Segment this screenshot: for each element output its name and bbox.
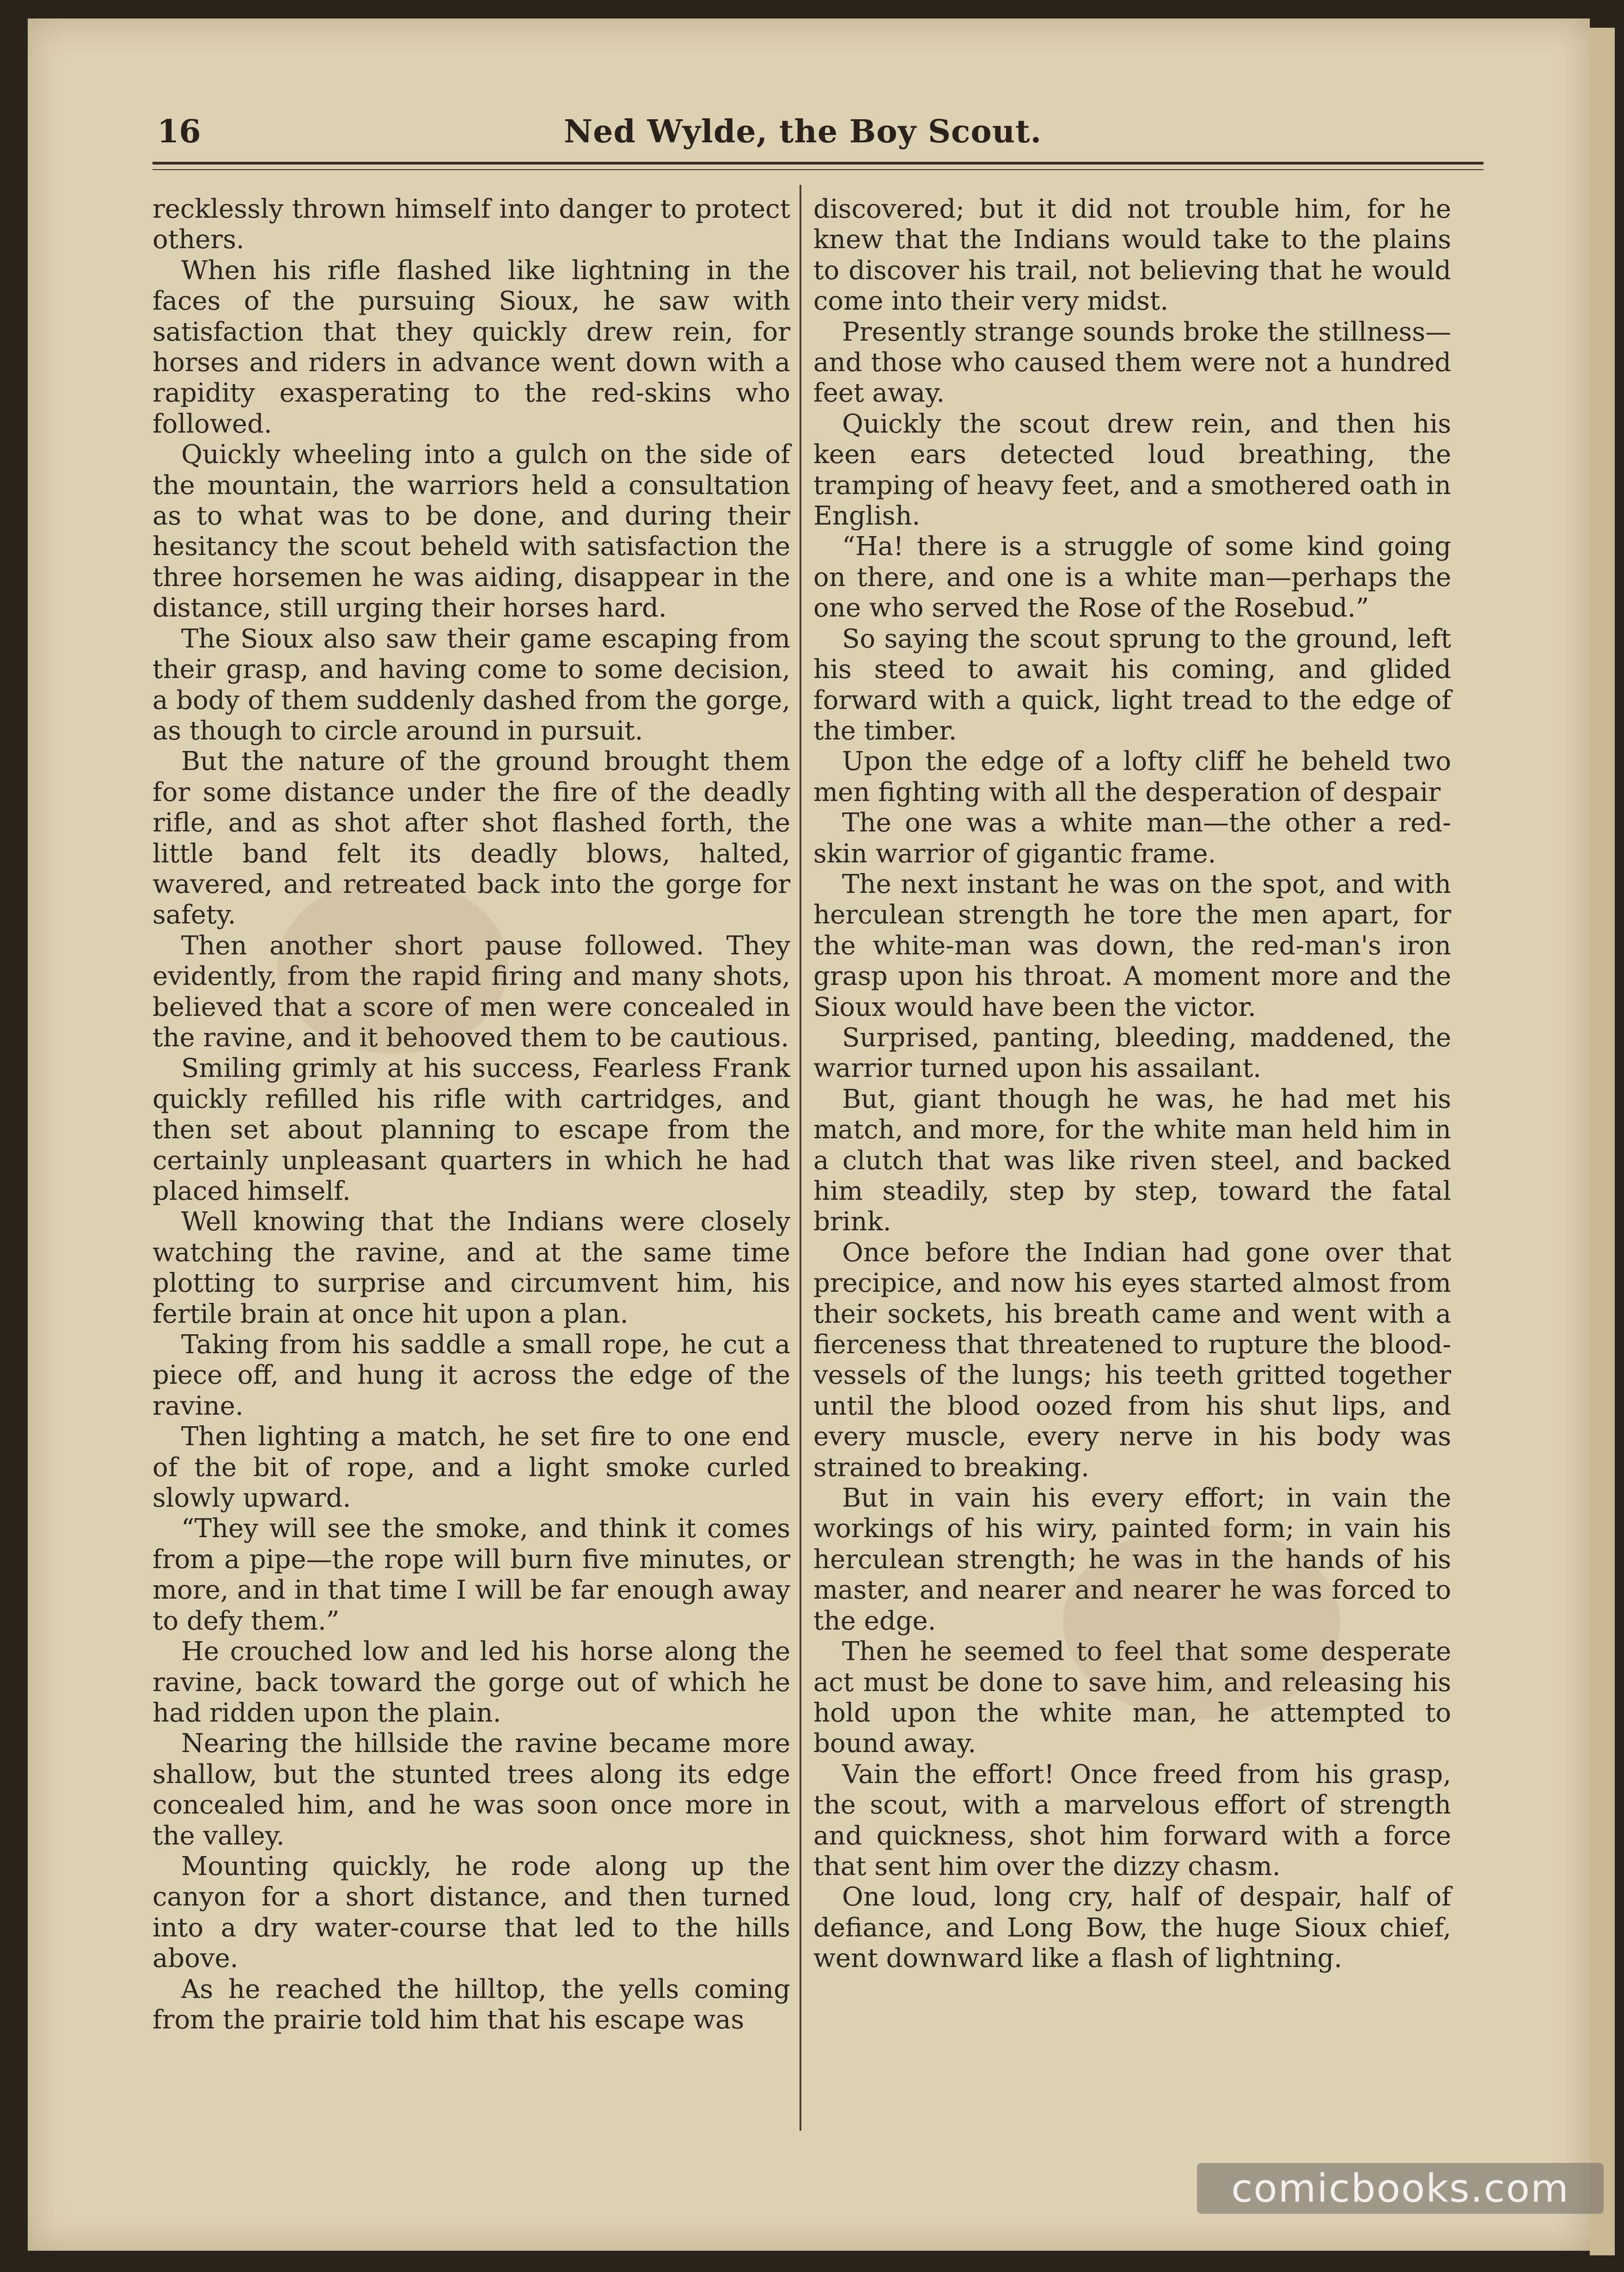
- paragraph: Nearing the hillside the ravine became more shallow, but the stunted trees along its edge concealed him, and he was soon once more in the valley.: [153, 1728, 790, 1851]
- paragraph: Then he seemed to feel that some desperate act must be done to save him, and releasing his hold upon the white man, he attempted to bound away.: [813, 1637, 1451, 1759]
- paragraph: But in vain his every effort; in vain the workings of his wiry, painted form; in vain his herculean strength; he was in the hands of his master, and nearer and nearer he was forced to the edge.: [813, 1483, 1451, 1636]
- paragraph: Vain the effort! Once freed from his grasp, the scout, with a marvelous effort of strength and quickness, shot him forward with a force that sent him over the dizzy chasm.: [813, 1759, 1451, 1881]
- page-header: [125, 113, 1456, 169]
- paragraph: “They will see the smoke, and think it comes from a pipe—the rope will burn five minutes, or more, and in that time I will be far enough away to defy them.”: [153, 1514, 790, 1636]
- paragraph: The next instant he was on the spot, and with herculean strength he tore the men apart, for the white-man was down, the red-man's iron grasp upon his throat. A moment more and the Sioux would have been the victor.: [813, 869, 1451, 1022]
- paragraph: Well knowing that the Indians were closely watching the ravine, and at the same time plotting to surprise and circumvent him, his fertile brain at once hit upon a plan.: [153, 1207, 790, 1329]
- paragraph: Presently strange sounds broke the stillness—and those who caused them were not a hundred feet away.: [813, 317, 1451, 409]
- paragraph: The Sioux also saw their game escaping from their grasp, and having come to some decision, a body of them suddenly dashed from the gorge, as though to circle around in pursuit.: [153, 623, 790, 746]
- paragraph: discovered; but it did not trouble him, for he knew that the Indians would take to the plains to discover his trail, not believing that he would come into their very midst.: [813, 194, 1451, 317]
- paragraph: Taking from his saddle a small rope, he cut a piece off, and hung it across the edge of the ravine.: [153, 1330, 790, 1421]
- right-column: [813, 194, 1451, 1974]
- paragraph: So saying the scout sprung to the ground, left his steed to await his coming, and glided forward with a quick, light tread to the edge of the timber.: [813, 623, 1451, 746]
- column-divider: [800, 185, 801, 2131]
- paragraph: Mounting quickly, he rode along up the canyon for a short distance, and then turned into a dry water-course that led to the hills above.: [153, 1851, 790, 1974]
- paragraph: But the nature of the ground brought them for some distance under the fire of the deadly rifle, and as shot after shot flashed forth, the little band felt its deadly blows, halted, wavered, and retreated back into the gorge for safety.: [153, 746, 790, 930]
- paragraph: Surprised, panting, bleeding, maddened, the warrior turned upon his assailant.: [813, 1022, 1451, 1084]
- running-title: Ned Wylde, the Boy Scout.: [564, 113, 1042, 150]
- paragraph: Upon the edge of a lofty cliff he beheld two men fighting with all the desperation of despair: [813, 746, 1451, 807]
- page-number: 16: [157, 113, 201, 150]
- paragraph: One loud, long cry, half of despair, half of defiance, and Long Bow, the huge Sioux chief, went downward like a flash of lightning.: [813, 1882, 1451, 1974]
- paragraph: Quickly wheeling into a gulch on the side of the mountain, the warriors held a consultation as to what was to be done, and during their hesitancy the scout beheld with satisfaction the three horsemen he was aiding, disappear in the distance, still urging their horses hard.: [153, 440, 790, 623]
- paragraph: He crouched low and led his horse along the ravine, back toward the gorge out of which he had ridden upon the plain.: [153, 1637, 790, 1728]
- paragraph: Smiling grimly at his success, Fearless Frank quickly refilled his rifle with cartridges, and then set about planning to escape from the certainly unpleasant quarters in which he had placed himself.: [153, 1053, 790, 1206]
- paragraph: recklessly thrown himself into danger to protect others.: [153, 194, 790, 255]
- watermark: comicbooks.com: [1197, 2163, 1604, 2214]
- paragraph: When his rifle flashed like lightning in the faces of the pursuing Sioux, he saw with satisfaction that they quickly drew rein, for horses and riders in advance went down with a rapidity exasperating to the red-skins who followed.: [153, 255, 790, 439]
- page-edge: [1590, 28, 1615, 2255]
- paragraph: Then another short pause followed. They evidently, from the rapid firing and many shots, believed that a score of men were concealed in the ravine, and it behooved them to be cautious.: [153, 930, 790, 1053]
- paragraph: The one was a white man—the other a red-skin warrior of gigantic frame.: [813, 808, 1451, 869]
- paragraph: Once before the Indian had gone over that precipice, and now his eyes started almost from their sockets, his breath came and went with a fierceness that threatened to rupture the blood-vessels of the lungs; his teeth gritted together until the blood oozed from his shut lips, and every muscle, every nerve in his body was strained to breaking.: [813, 1237, 1451, 1483]
- header-rule: [153, 162, 1484, 170]
- paragraph: Quickly the scout drew rein, and then his keen ears detected loud breathing, the tramping of heavy feet, and a smothered oath in English.: [813, 409, 1451, 531]
- paragraph: As he reached the hilltop, the yells coming from the prairie told him that his escape was: [153, 1974, 790, 2035]
- paragraph: But, giant though he was, he had met his match, and more, for the white man held him in a clutch that was like riven steel, and backed him steadily, step by step, toward the fatal brink.: [813, 1084, 1451, 1237]
- paragraph: Then lighting a match, he set fire to one end of the bit of rope, and a light smoke curled slowly upward.: [153, 1422, 790, 1514]
- left-column: [153, 194, 790, 2035]
- paragraph: “Ha! there is a struggle of some kind going on there, and one is a white man—perhaps the one who served the Rose of the Rosebud.”: [813, 531, 1451, 623]
